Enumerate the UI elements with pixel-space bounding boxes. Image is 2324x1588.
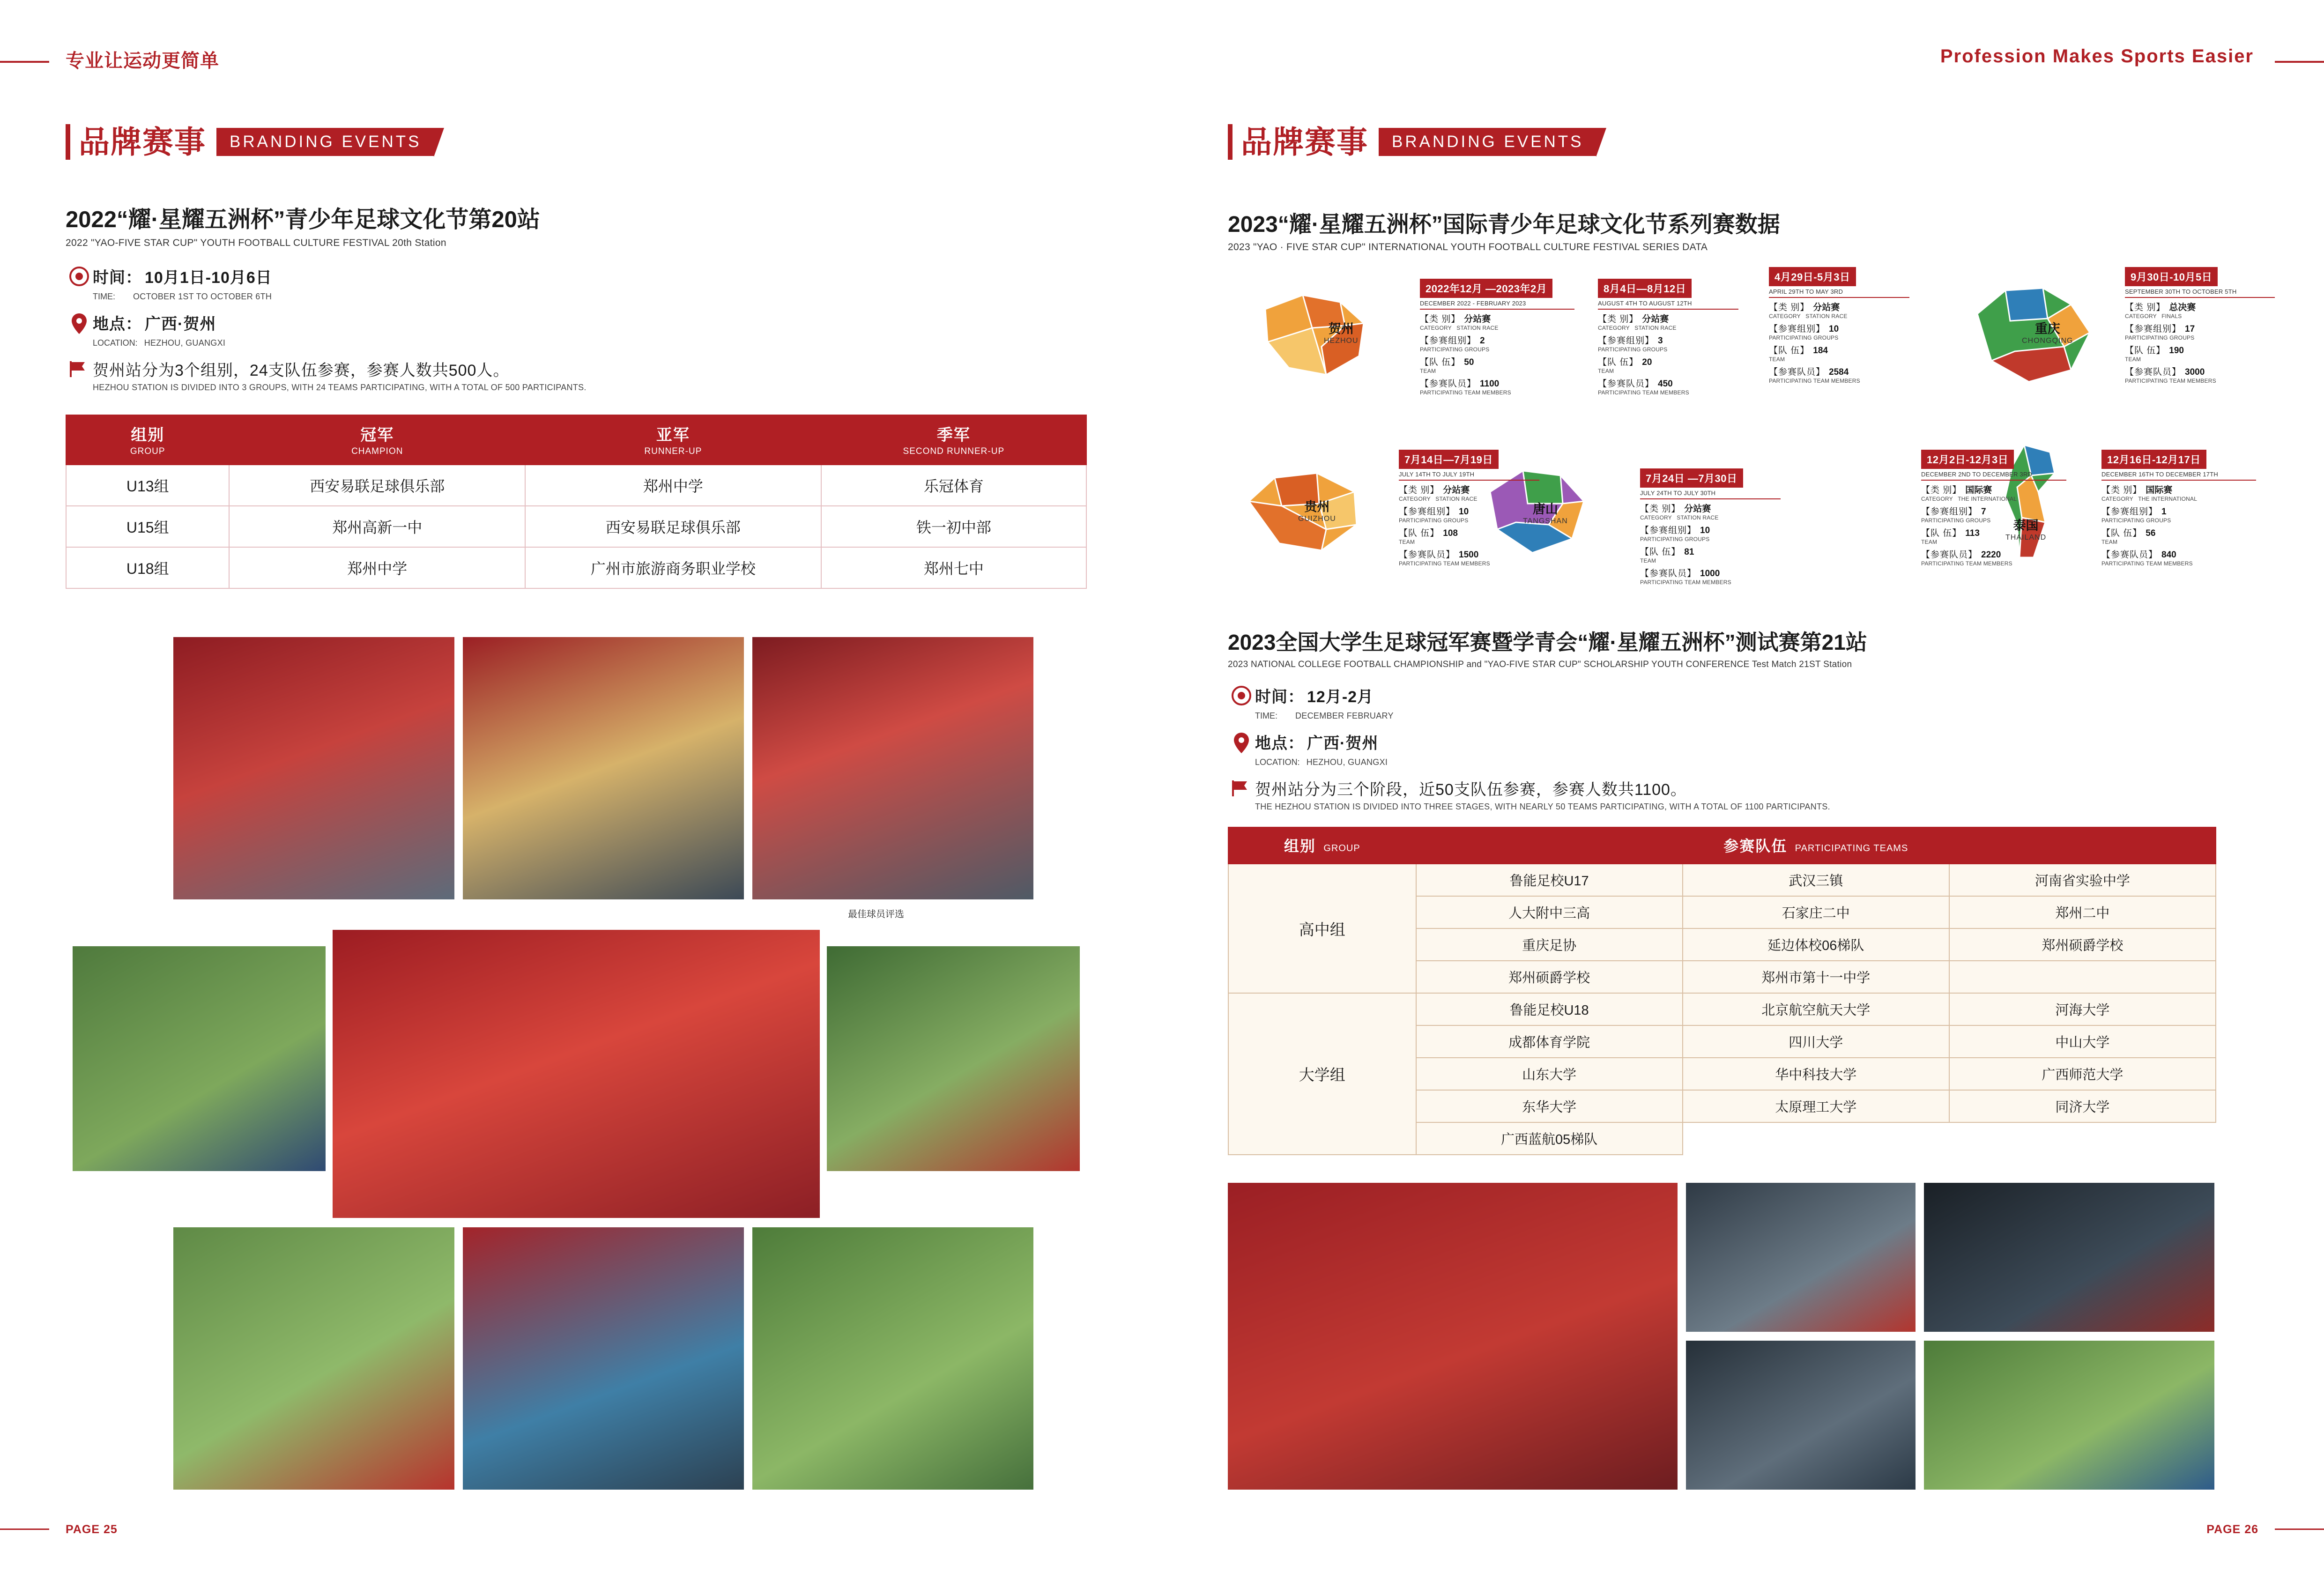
data-card-7 — [2101, 450, 2256, 567]
card-rule — [1921, 480, 2066, 481]
th-champion-cn: 冠军 — [360, 426, 394, 444]
card-key-groups: 【参赛组别】 — [1420, 336, 1477, 346]
card-val-members: 1000 — [1700, 569, 1720, 579]
section-title-cn: 品牌赛事 — [79, 125, 206, 159]
cell-team: 东华大学 — [1416, 1090, 1683, 1122]
card-rule — [1598, 309, 1738, 310]
table-row — [66, 506, 1086, 547]
section-accent-bar — [1228, 124, 1233, 160]
cell-team: 郑州硕爵学校 — [1949, 928, 2216, 961]
map-label-chongqing-en: CHONGQING — [2022, 337, 2073, 345]
card-date-en: DECEMBER 2022 - FEBRUARY 2023 — [1420, 300, 1526, 307]
card-val-team: 190 — [2169, 346, 2184, 356]
section-title-en: BRANDING EVENTS — [216, 128, 434, 156]
card-val-category: 国际赛 — [1965, 485, 1992, 495]
left-time-value-cn: 10月1日-10月6日 — [145, 269, 272, 287]
th-teams-cn: 参赛队伍 — [1723, 838, 1788, 854]
card-key-groups-en: PARTICIPATING GROUPS — [1420, 346, 1490, 353]
map-label-chongqing-cn: 重庆 — [2034, 322, 2060, 336]
card-key-category-en: CATEGORY — [1769, 313, 1801, 319]
table-row — [1228, 864, 2216, 896]
right-desc-row — [1228, 777, 2118, 812]
cell-second-runnerup: 郑州七中 — [821, 547, 1086, 588]
th-second-runnerup-en: SECOND RUNNER-UP — [903, 446, 1005, 456]
card-val-category: 分站赛 — [1642, 314, 1669, 324]
right-event2-title-en: 2023 NATIONAL COLLEGE FOOTBALL CHAMPIONSHIP and "YAO-FIVE STAR CUP" SCHOLARSHIP YOUTH CONFERENCE Test Match 21ST Station — [1228, 660, 1852, 669]
card-val-category-en: THE INTERNATIONAL — [2138, 496, 2198, 502]
card-key-team: 【队 伍】 — [1399, 528, 1440, 538]
cell-runnerup: 西安易联足球俱乐部 — [525, 506, 821, 547]
cell-runnerup: 郑州中学 — [525, 465, 821, 506]
header-rule-left — [0, 61, 49, 63]
data-card-2 — [1769, 267, 1909, 384]
card-date-en: AUGUST 4TH TO AUGUST 12TH — [1598, 300, 1692, 307]
card-val-members: 1500 — [1459, 550, 1479, 560]
th-group-en: GROUP — [130, 446, 165, 456]
card-val-category-en: FINALS — [2161, 313, 2182, 319]
page-number-right: PAGE 26 — [2206, 1523, 2258, 1536]
card-val-team: 50 — [1464, 357, 1474, 367]
card-val-category: 分站赛 — [1684, 504, 1711, 514]
card-key-members: 【参赛队员】 — [1420, 379, 1477, 389]
th-group-cn: 组别 — [1284, 838, 1316, 854]
cell-team: 重庆足协 — [1416, 928, 1683, 961]
card-date-en: DECEMBER 16TH TO DECEMBER 17TH — [2101, 471, 2218, 478]
card-key-groups-en: PARTICIPATING GROUPS — [1640, 536, 1710, 542]
card-val-groups: 10 — [1700, 526, 1710, 535]
map-label-guizhou — [1298, 497, 1336, 523]
right-desc-en: THE HEZHOU STATION IS DIVIDED INTO THREE STAGES, WITH NEARLY 50 TEAMS PARTICIPATING, WITH A TOTAL OF 1100 PARTICIPANTS. — [1255, 802, 1830, 811]
card-val-category-en: THE INTERNATIONAL — [1958, 496, 2017, 502]
th-champion-en: CHAMPION — [351, 446, 403, 456]
card-val-groups: 1 — [2161, 507, 2167, 517]
card-val-category: 分站赛 — [1443, 485, 1470, 495]
cell-group: U15组 — [66, 506, 229, 547]
table-row — [66, 547, 1086, 588]
card-date-en: JULY 24TH TO JULY 30TH — [1640, 490, 1716, 497]
left-location-label-en: LOCATION: — [93, 338, 138, 348]
card-key-members: 【参赛队员】 — [1769, 367, 1826, 377]
card-key-team-en: TEAM — [1921, 539, 1938, 545]
left-time-value-en: OCTOBER 1ST TO OCTOBER 6TH — [133, 292, 272, 301]
photo-seminar-screen — [1924, 1183, 2214, 1332]
card-val-category-en: STATION RACE — [1677, 514, 1719, 521]
card-rule — [1769, 297, 1909, 298]
right-location-row — [1228, 730, 2118, 767]
card-val-groups: 2 — [1480, 336, 1485, 346]
right-time-label-en: TIME: — [1255, 711, 1277, 720]
cell-second-runnerup: 乐冠体育 — [821, 465, 1086, 506]
card-date-cn: 9月30日-10月5日 — [2125, 267, 2218, 286]
left-desc-cn: 贺州站分为3个组别，24支队伍参赛，参赛人数共500人。 — [93, 362, 510, 379]
card-key-team: 【队 伍】 — [1769, 346, 1810, 356]
map-label-hezhou-cn: 贺州 — [1328, 322, 1354, 336]
card-key-members-en: PARTICIPATING TEAM MEMBERS — [1921, 560, 2012, 567]
card-key-category: 【类 别】 — [1598, 314, 1639, 324]
right-time-value-en: DECEMBER FEBRUARY — [1295, 711, 1394, 720]
card-key-team: 【队 伍】 — [2101, 528, 2142, 538]
card-key-members: 【参赛队员】 — [2101, 550, 2158, 560]
card-date-cn: 12月16日-12月17日 — [2101, 450, 2206, 469]
card-val-team: 108 — [1443, 528, 1458, 538]
left-time-label-en: TIME: — [93, 292, 115, 301]
card-val-members: 450 — [1658, 379, 1673, 389]
card-key-groups-en: PARTICIPATING GROUPS — [2125, 334, 2195, 341]
card-key-groups: 【参赛组别】 — [1769, 324, 1826, 334]
card-val-members: 3000 — [2185, 367, 2205, 377]
card-key-team: 【队 伍】 — [1420, 357, 1461, 367]
cell-champion: 郑州高新一中 — [229, 506, 525, 547]
left-desc-en: HEZHOU STATION IS DIVIDED INTO 3 GROUPS, WITH 24 TEAMS PARTICIPATING, WITH A TOTAL OF 500 PARTICIPANTS. — [93, 383, 587, 392]
card-key-members-en: PARTICIPATING TEAM MEMBERS — [2125, 378, 2216, 384]
right-location-value-cn: 广西·贺州 — [1307, 735, 1379, 752]
cell-team: 山东大学 — [1416, 1058, 1683, 1090]
card-key-groups-en: PARTICIPATING GROUPS — [1921, 517, 1991, 524]
card-key-team: 【队 伍】 — [1921, 528, 1962, 538]
card-date-en: JULY 14TH TO JULY 19TH — [1399, 471, 1475, 478]
photo-team-group — [333, 930, 820, 1218]
cell-team: 郑州硕爵学校 — [1416, 961, 1683, 993]
card-key-team-en: TEAM — [2125, 356, 2141, 363]
photo-match-3 — [173, 1227, 454, 1490]
card-rule — [2125, 297, 2275, 298]
card-val-team: 20 — [1642, 357, 1652, 367]
card-key-team-en: TEAM — [2101, 539, 2118, 545]
left-event-heading — [66, 201, 540, 249]
card-val-members: 1100 — [1480, 379, 1500, 389]
map-label-hezhou-en: HEZHOU — [1324, 337, 1359, 345]
header-title-cn: 专业让运动更简单 — [66, 51, 219, 71]
table-row — [66, 465, 1086, 506]
section-title-right — [1228, 124, 1596, 160]
page-rule-right — [2275, 1529, 2324, 1530]
cell-group-highschool: 高中组 — [1228, 864, 1416, 993]
card-key-members: 【参赛队员】 — [1399, 550, 1455, 560]
card-val-category: 分站赛 — [1813, 303, 1840, 312]
card-key-team-en: TEAM — [1399, 539, 1415, 545]
card-key-groups: 【参赛组别】 — [2101, 507, 2158, 517]
card-val-category-en: STATION RACE — [1456, 325, 1499, 331]
cell-team: 华中科技大学 — [1683, 1058, 1949, 1090]
card-val-category: 国际赛 — [2146, 485, 2173, 495]
card-key-category: 【类 别】 — [1640, 504, 1681, 514]
card-date-cn: 12月2日-12月3日 — [1921, 450, 2014, 469]
right-event1-heading — [1228, 206, 1780, 253]
th-group — [1228, 827, 1416, 864]
cell-champion: 郑州中学 — [229, 547, 525, 588]
card-rule — [1420, 309, 1574, 310]
right-event1-title-en: 2023 "YAO · FIVE STAR CUP" INTERNATIONAL YOUTH FOOTBALL CULTURE FESTIVAL SERIES DATA — [1228, 242, 1708, 252]
left-results-table — [66, 415, 1087, 589]
card-val-groups: 10 — [1829, 324, 1839, 334]
right-event2-heading — [1228, 625, 1867, 670]
card-rule — [2101, 480, 2256, 481]
location-pin-icon — [66, 311, 93, 334]
left-location-value-en: HEZHOU, GUANGXI — [144, 338, 226, 348]
card-key-members-en: PARTICIPATING TEAM MEMBERS — [1420, 389, 1511, 396]
card-key-groups: 【参赛组别】 — [1640, 526, 1697, 535]
photo-best-player — [752, 637, 1033, 899]
photo-exhibition-booth — [1686, 1183, 1916, 1332]
card-val-members: 2584 — [1829, 367, 1849, 377]
card-val-groups: 10 — [1459, 507, 1469, 517]
left-desc-row — [66, 357, 956, 393]
section-title-en: BRANDING EVENTS — [1379, 128, 1596, 156]
section-accent-bar — [66, 124, 70, 160]
card-date-en: SEPTEMBER 30TH TO OCTOBER 5TH — [2125, 288, 2237, 295]
card-val-team: 113 — [1965, 528, 1980, 538]
card-key-category: 【类 别】 — [1921, 485, 1962, 495]
card-key-members: 【参赛队员】 — [1921, 550, 1978, 560]
cell-group: U18组 — [66, 547, 229, 588]
left-results-table-wrap — [66, 415, 1087, 589]
th-teams-en: PARTICIPATING TEAMS — [1795, 843, 1908, 853]
card-key-category: 【类 别】 — [1420, 314, 1461, 324]
card-key-team: 【队 伍】 — [1598, 357, 1639, 367]
right-event1-title-cn: 2023“耀·星耀五洲杯”国际青少年足球文化节系列赛数据 — [1228, 212, 1780, 237]
map-label-tangshan-en: TANGSHAN — [1523, 517, 1568, 525]
right-time-value-cn: 12月-2月 — [1307, 688, 1374, 706]
card-date-en: APRIL 29TH TO MAY 3RD — [1769, 288, 1843, 295]
card-key-groups-en: PARTICIPATING GROUPS — [2101, 517, 2171, 524]
cell-team: 人大附中三高 — [1416, 896, 1683, 928]
card-key-members-en: PARTICIPATING TEAM MEMBERS — [1640, 579, 1731, 586]
header-title-en: Profession Makes Sports Easier — [1940, 46, 2254, 67]
card-rule — [1640, 498, 1781, 499]
page-right — [1162, 0, 2324, 1588]
card-val-groups: 17 — [2185, 324, 2195, 334]
card-key-category-en: CATEGORY — [2125, 313, 2157, 319]
card-val-category: 总决赛 — [2169, 303, 2196, 312]
right-location-label-cn: 地点： — [1255, 735, 1304, 752]
card-val-category-en: STATION RACE — [1435, 496, 1478, 502]
map-label-tangshan-cn: 唐山 — [1532, 502, 1558, 516]
card-key-groups: 【参赛组别】 — [1921, 507, 1978, 517]
card-date-cn: 7月14日—7月19日 — [1399, 450, 1499, 469]
cell-champion: 西安易联足球俱乐部 — [229, 465, 525, 506]
right-info-block — [1228, 675, 2118, 812]
card-key-members-en: PARTICIPATING TEAM MEMBERS — [1769, 378, 1860, 384]
cell-runnerup: 广州市旅游商务职业学校 — [525, 547, 821, 588]
card-key-category: 【类 别】 — [2125, 303, 2166, 312]
cell-team: 武汉三镇 — [1683, 864, 1949, 896]
card-val-members: 840 — [2161, 550, 2176, 560]
card-rule — [1399, 480, 1539, 481]
card-date-cn: 7月24日 —7月30日 — [1640, 468, 1743, 488]
photo-plaque-ceremony — [1228, 1183, 1678, 1490]
card-val-team: 81 — [1684, 547, 1694, 557]
map-label-hezhou — [1324, 319, 1359, 345]
right-location-value-en: HEZHOU, GUANGXI — [1306, 757, 1388, 767]
card-key-groups-en: PARTICIPATING GROUPS — [1399, 517, 1469, 524]
card-key-category: 【类 别】 — [2101, 485, 2142, 495]
card-key-team: 【队 伍】 — [1640, 547, 1681, 557]
cell-group: U13组 — [66, 465, 229, 506]
th-champion — [229, 415, 525, 465]
left-info-block — [66, 255, 956, 393]
photo-medal-ceremony — [463, 1227, 744, 1490]
card-date-en: DECEMBER 2ND TO DECEMBER 3RD — [1921, 471, 2032, 478]
map-label-guizhou-en: GUIZHOU — [1298, 515, 1336, 523]
th-runnerup-cn: 亚军 — [656, 426, 690, 444]
card-key-category-en: CATEGORY — [1640, 514, 1672, 521]
data-card-1 — [1598, 279, 1738, 396]
photo-goalkeeper — [752, 1227, 1033, 1490]
card-key-groups: 【参赛组别】 — [2125, 324, 2182, 334]
card-date-cn: 4月29日-5月3日 — [1769, 267, 1856, 286]
th-group-cn: 组别 — [131, 426, 165, 444]
th-runnerup — [525, 415, 821, 465]
th-group-en: GROUP — [1323, 843, 1360, 853]
th-second-runnerup — [821, 415, 1086, 465]
left-time-row — [66, 265, 956, 302]
data-card-3 — [2125, 267, 2275, 384]
cell-team: 北京航空航天大学 — [1683, 993, 1949, 1025]
photo-match-1 — [73, 946, 326, 1171]
left-event-title-cn: 2022“耀·星耀五洲杯”青少年足球文化节第20站 — [66, 207, 540, 232]
card-key-team-en: TEAM — [1769, 356, 1785, 363]
th-group — [66, 415, 229, 465]
card-key-category: 【类 别】 — [1399, 485, 1440, 495]
location-pin-icon — [1228, 730, 1255, 754]
right-teams-table — [1228, 827, 2216, 1155]
cell-team: 成都体育学院 — [1416, 1025, 1683, 1058]
card-date-cn: 8月4日—8月12日 — [1598, 279, 1692, 298]
th-teams — [1416, 827, 2216, 864]
photo-university-match — [1924, 1341, 2214, 1490]
section-title-cn: 品牌赛事 — [1241, 125, 1368, 159]
card-key-groups-en: PARTICIPATING GROUPS — [1598, 346, 1668, 353]
cell-team: 鲁能足校U17 — [1416, 864, 1683, 896]
table-row — [1228, 993, 2216, 1025]
cell-team-empty — [1683, 1122, 1949, 1155]
table-header-row — [66, 415, 1086, 465]
cell-team: 四川大学 — [1683, 1025, 1949, 1058]
card-key-members: 【参赛队员】 — [2125, 367, 2182, 377]
data-card-4 — [1399, 450, 1539, 567]
card-key-category-en: CATEGORY — [1921, 496, 1953, 502]
data-card-5 — [1640, 468, 1781, 586]
photo-award-ceremony-2 — [463, 637, 744, 899]
photo-match-2 — [827, 946, 1080, 1171]
card-key-members: 【参赛队员】 — [1598, 379, 1655, 389]
cell-team-empty — [1949, 1122, 2216, 1155]
card-val-groups: 3 — [1658, 336, 1663, 346]
card-val-category-en: STATION RACE — [1805, 313, 1848, 319]
cell-group-university: 大学组 — [1228, 993, 1416, 1155]
card-key-groups: 【参赛组别】 — [1399, 507, 1455, 517]
photo-conference-room — [1686, 1341, 1916, 1490]
th-second-runnerup-cn: 季军 — [936, 426, 971, 444]
clock-icon — [1228, 684, 1255, 705]
card-key-team-en: TEAM — [1640, 557, 1656, 564]
cell-team: 中山大学 — [1949, 1025, 2216, 1058]
left-event-title-en: 2022 "YAO-FIVE STAR CUP" YOUTH FOOTBALL CULTURE FESTIVAL 20th Station — [66, 237, 446, 248]
card-date-cn: 2022年12月 —2023年2月 — [1420, 279, 1552, 298]
right-location-label-en: LOCATION: — [1255, 757, 1300, 767]
table-header-row — [1228, 827, 2216, 864]
cell-team: 广西师范大学 — [1949, 1058, 2216, 1090]
card-val-members: 2220 — [1981, 550, 2001, 560]
left-location-row — [66, 311, 956, 348]
card-val-groups: 7 — [1981, 507, 1986, 517]
cell-team: 广西蓝航05梯队 — [1416, 1122, 1683, 1155]
flag-icon — [1228, 777, 1255, 797]
data-card-6 — [1921, 450, 2066, 567]
th-runnerup-en: RUNNER-UP — [644, 446, 702, 456]
flag-icon — [66, 357, 93, 378]
card-key-members-en: PARTICIPATING TEAM MEMBERS — [1598, 389, 1689, 396]
card-key-team: 【队 伍】 — [2125, 346, 2166, 356]
page-number-left: PAGE 25 — [66, 1523, 118, 1536]
page-rule-left — [0, 1529, 49, 1530]
left-location-value-cn: 广西·贺州 — [145, 315, 216, 333]
card-val-category: 分站赛 — [1464, 314, 1491, 324]
card-key-team-en: TEAM — [1598, 368, 1614, 374]
right-time-label-cn: 时间： — [1255, 688, 1304, 706]
cell-team: 同济大学 — [1949, 1090, 2216, 1122]
cell-team: 鲁能足校U18 — [1416, 993, 1683, 1025]
card-key-groups: 【参赛组别】 — [1598, 336, 1655, 346]
left-location-label-cn: 地点： — [93, 315, 142, 333]
clock-icon — [66, 265, 93, 286]
card-key-category-en: CATEGORY — [1598, 325, 1630, 331]
card-key-members-en: PARTICIPATING TEAM MEMBERS — [1399, 560, 1490, 567]
cell-second-runnerup: 铁一初中部 — [821, 506, 1086, 547]
cell-team: 石家庄二中 — [1683, 896, 1949, 928]
map-label-thailand-en: THAILAND — [2005, 534, 2047, 542]
photo-caption-best-player: 最佳球员评选 — [848, 909, 904, 920]
cell-team-empty — [1949, 961, 2216, 993]
right-desc-cn: 贺州站分为三个阶段，近50支队伍参赛，参赛人数共1100。 — [1255, 781, 1687, 799]
card-val-team: 184 — [1813, 346, 1828, 356]
card-key-groups-en: PARTICIPATING GROUPS — [1769, 334, 1839, 341]
card-key-team-en: TEAM — [1420, 368, 1436, 374]
card-key-category-en: CATEGORY — [2101, 496, 2133, 502]
map-label-chongqing — [2022, 319, 2073, 345]
left-time-label-cn: 时间： — [93, 269, 142, 287]
photo-award-ceremony-1 — [173, 637, 454, 899]
card-key-members-en: PARTICIPATING TEAM MEMBERS — [2101, 560, 2193, 567]
card-val-team: 56 — [2146, 528, 2156, 538]
map-label-thailand-cn: 泰国 — [2013, 519, 2039, 533]
header-rule-right — [2275, 61, 2324, 63]
card-key-members: 【参赛队员】 — [1640, 569, 1697, 579]
data-card-0 — [1420, 279, 1574, 396]
section-title-left — [66, 124, 434, 160]
cell-team: 河海大学 — [1949, 993, 2216, 1025]
cell-team: 太原理工大学 — [1683, 1090, 1949, 1122]
card-key-category-en: CATEGORY — [1399, 496, 1431, 502]
cell-team: 河南省实验中学 — [1949, 864, 2216, 896]
right-teams-table-wrap — [1228, 827, 2216, 1155]
card-key-category: 【类 别】 — [1769, 303, 1810, 312]
right-event2-title-cn: 2023全国大学生足球冠军赛暨学青会“耀·星耀五洲杯”测试赛第21站 — [1228, 630, 1867, 654]
right-time-row — [1228, 684, 2118, 721]
cell-team: 延边体校06梯队 — [1683, 928, 1949, 961]
cell-team: 郑州市第十一中学 — [1683, 961, 1949, 993]
cell-team: 郑州二中 — [1949, 896, 2216, 928]
card-key-category-en: CATEGORY — [1420, 325, 1452, 331]
map-label-guizhou-cn: 贵州 — [1304, 500, 1330, 514]
card-val-category-en: STATION RACE — [1634, 325, 1677, 331]
